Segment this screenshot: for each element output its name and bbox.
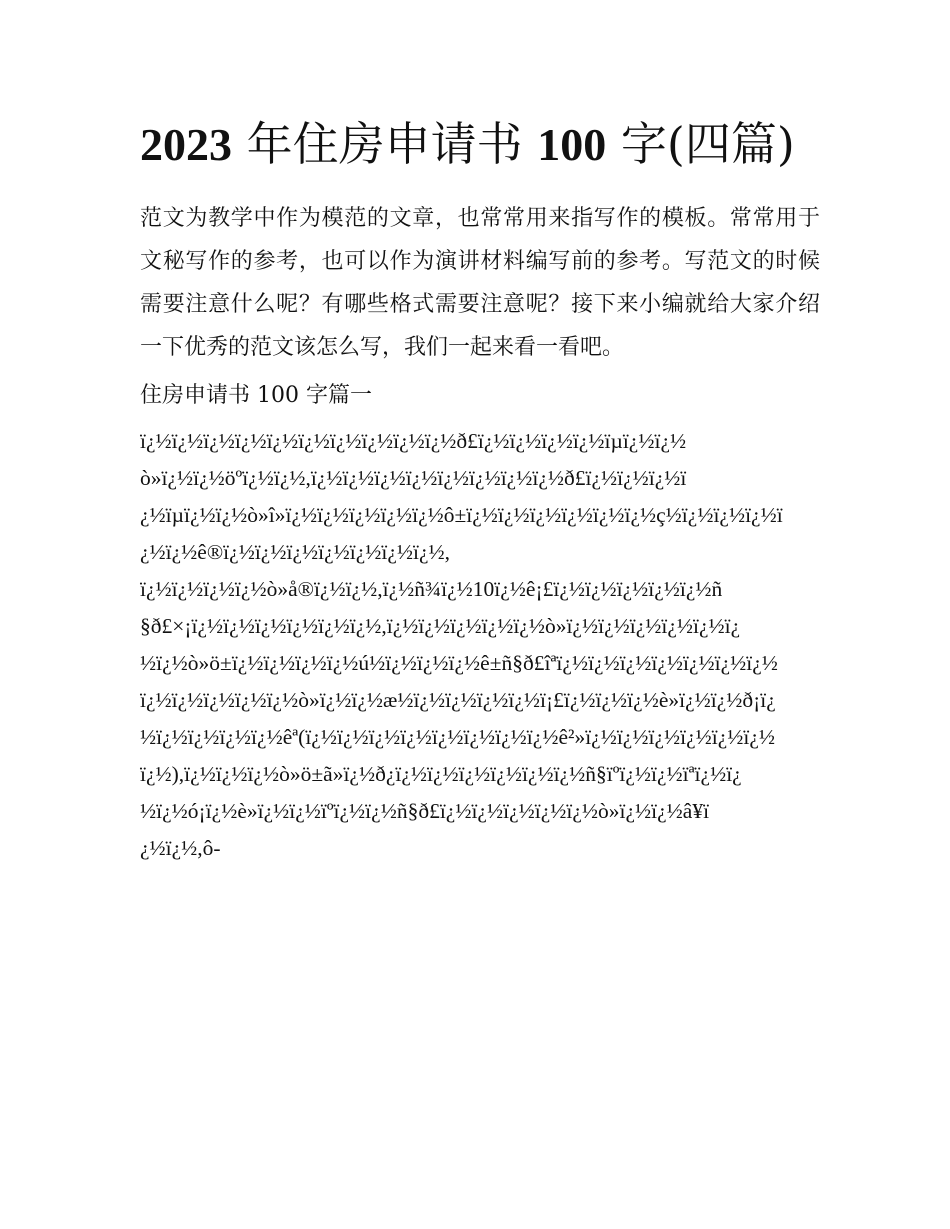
garbled-line: ï¿½),ï¿½ï¿½ï¿½ò»ö±ã»ï¿½ð¿ï¿½ï¿½ï¿½ï¿½ï¿½ï¿½ñ§ïºï¿½ï¿½ïªï¿½ï¿ [140,762,742,786]
title-text-1: 年住房申请书 [232,117,538,171]
title-number: 100 [537,119,607,170]
garbled-paragraph-1 [140,423,820,571]
document-title [140,110,820,179]
garbled-line: ¿½ï¿½ê®ï¿½ï¿½ï¿½ï¿½ï¿½ï¿½ï¿½, [140,540,451,564]
section-heading: 住房申请书 100 字篇一 [140,383,372,408]
garbled-line: ¿½ïµï¿½ï¿½ò»î»ï¿½ï¿½ï¿½ï¿½ï¿½ô±ï¿½ï¿½ï¿½ï¿½ï¿½ï¿½ç½ï¿½ï¿½ï¿½ï [140,503,783,527]
garbled-line: ï¿½ï¿½ï¿½ï¿½ò»å®ï¿½ï¿½,ï¿½ñ¾ï¿½10ï¿½ê¡£ï¿½ï¿½ï¿½ï¿½ï¿½ñ [140,577,723,601]
garbled-line: §ð£×¡ï¿½ï¿½ï¿½ï¿½ï¿½ï¿½,ï¿½ï¿½ï¿½ï¿½ï¿½ò»ï¿½ï¿½ï¿½ï¿½ï¿½ï¿ [140,614,741,638]
garbled-line: ï¿½ï¿½ï¿½ï¿½ï¿½ò»ï¿½ï¿½æ½ï¿½ï¿½ï¿½ï¿½ï¡£ï¿½ï¿½ï¿½è»ï¿½ï¿½ð¡ï¿ [140,688,776,712]
intro-paragraph: 范文为教学中作为模范的文章，也常常用来指写作的模板。常常用于文秘写作的参考，也可以作为演讲材料编写前的参考。写范文的时候需要注意什么呢？有哪些格式需要注意呢？接下来小编就给大家介绍一下优秀的范文该怎么写，我们一起来看一看吧。 [140,206,820,360]
garbled-paragraph-2 [140,571,820,867]
garbled-line: ï¿½ï¿½ï¿½ï¿½ï¿½ï¿½ï¿½ï¿½ï¿½ï¿½ð£ï¿½ï¿½ï¿½ï¿½ïµï¿½ï¿½ [140,429,687,453]
title-year: 2023 [140,119,232,170]
document-page [140,110,820,867]
garbled-line: ¿½ï¿½,ô- [140,836,221,860]
garbled-line: ½ï¿½ò»ö±ï¿½ï¿½ï¿½ï¿½ú½ï¿½ï¿½ï¿½ê±ñ§ð£îªï¿½ï¿½ï¿½ï¿½ï¿½ï¿½ï¿½ [140,651,778,675]
title-text-2: 字(四篇) [606,117,795,171]
garbled-line: ½ï¿½ó¡ï¿½è»ï¿½ï¿½ïºï¿½ï¿½ñ§ð£ï¿½ï¿½ï¿½ï¿½ï¿½ò»ï¿½ï¿½â¥ï [140,799,710,823]
garbled-line: ò»ï¿½ï¿½öºï¿½ï¿½,ï¿½ï¿½ï¿½ï¿½ï¿½ï¿½ï¿½ï¿½ð£ï¿½ï¿½ï¿½ï [140,466,687,490]
garbled-line: ½ï¿½ï¿½ï¿½ï¿½êª(ï¿½ï¿½ï¿½ï¿½ï¿½ï¿½ï¿½ï¿½ê²»ï¿½ï¿½ï¿½ï¿½ï¿½ï¿½ [140,725,776,749]
